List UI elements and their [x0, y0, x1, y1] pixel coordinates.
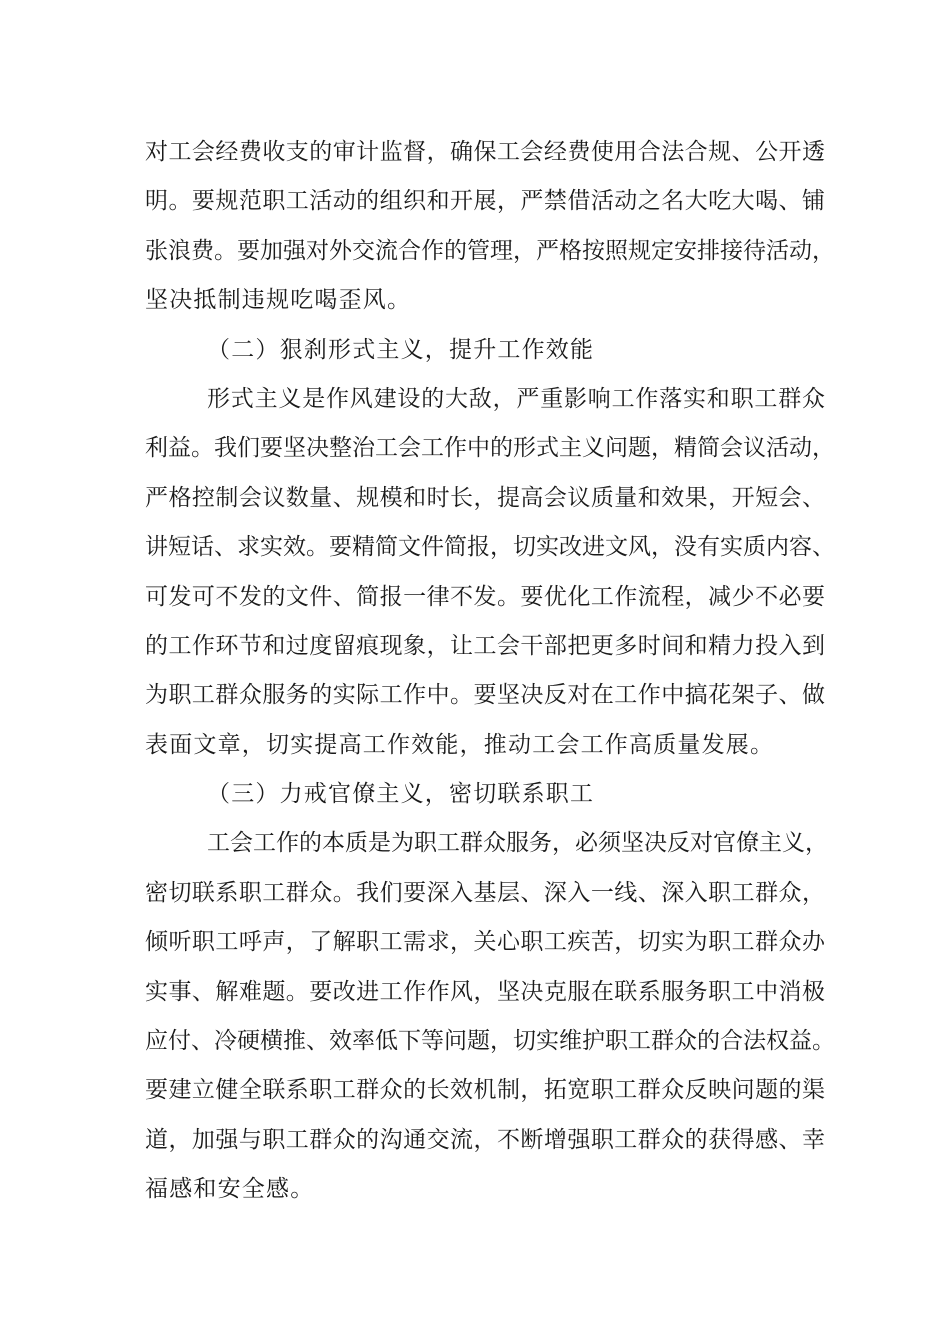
- text-line: 要建立健全联系职工群众的长效机制，拓宽职工群众反映问题的渠: [145, 1077, 825, 1104]
- section-heading: （三）力戒官僚主义，密切联系职工: [207, 781, 595, 808]
- text-line: 应付、冷硬横推、效率低下等问题，切实维护职工群众的合法权益。: [145, 1028, 835, 1055]
- text-line: 道，加强与职工群众的沟通交流，不断增强职工群众的获得感、幸: [145, 1126, 825, 1153]
- text-line: 工会工作的本质是为职工群众服务，必须坚决反对官僚主义，: [207, 830, 828, 857]
- text-line: 密切联系职工群众。我们要深入基层、深入一线、深入职工群众，: [145, 879, 825, 906]
- text-line: 为职工群众服务的实际工作中。要坚决反对在工作中搞花架子、做: [145, 682, 825, 709]
- section-heading: （二）狠刹形式主义，提升工作效能: [207, 336, 595, 363]
- text-line: 实事、解难题。要改进工作作风，坚决克服在联系服务职工中消极: [145, 978, 825, 1005]
- text-line: 严格控制会议数量、规模和时长，提高会议质量和效果，开短会、: [145, 484, 825, 511]
- text-line: 福感和安全感。: [145, 1176, 315, 1203]
- paragraph: [145, 375, 835, 770]
- text-line: 坚决抵制违规吃喝歪风。: [145, 287, 412, 314]
- text-line: 表面文章，切实提高工作效能，推动工会工作高质量发展。: [145, 731, 775, 758]
- text-line: 的工作环节和过度留痕现象，让工会干部把更多时间和精力投入到: [145, 632, 825, 659]
- text-line: 明。要规范职工活动的组织和开展，严禁借活动之名大吃大喝、铺: [145, 188, 825, 215]
- paragraph: [145, 819, 835, 1214]
- text-line: 利益。我们要坚决整治工会工作中的形式主义问题，精简会议活动，: [145, 435, 835, 462]
- text-line: 讲短话、求实效。要精简文件简报，切实改进文风，没有实质内容、: [145, 534, 835, 561]
- text-line: 对工会经费收支的审计监督，确保工会经费使用合法合规、公开透: [145, 139, 825, 165]
- paragraph: [145, 128, 835, 326]
- text-line: 形式主义是作风建设的大敌，严重影响工作落实和职工群众: [207, 385, 825, 412]
- text-line: 倾听职工呼声，了解职工需求，关心职工疾苦，切实为职工群众办: [145, 929, 825, 956]
- text-line: 可发可不发的文件、简报一律不发。要优化工作流程，减少不必要: [145, 583, 825, 610]
- text-line: 张浪费。要加强对外交流合作的管理，严格按照规定安排接待活动，: [145, 237, 835, 264]
- document-body: [145, 128, 835, 1215]
